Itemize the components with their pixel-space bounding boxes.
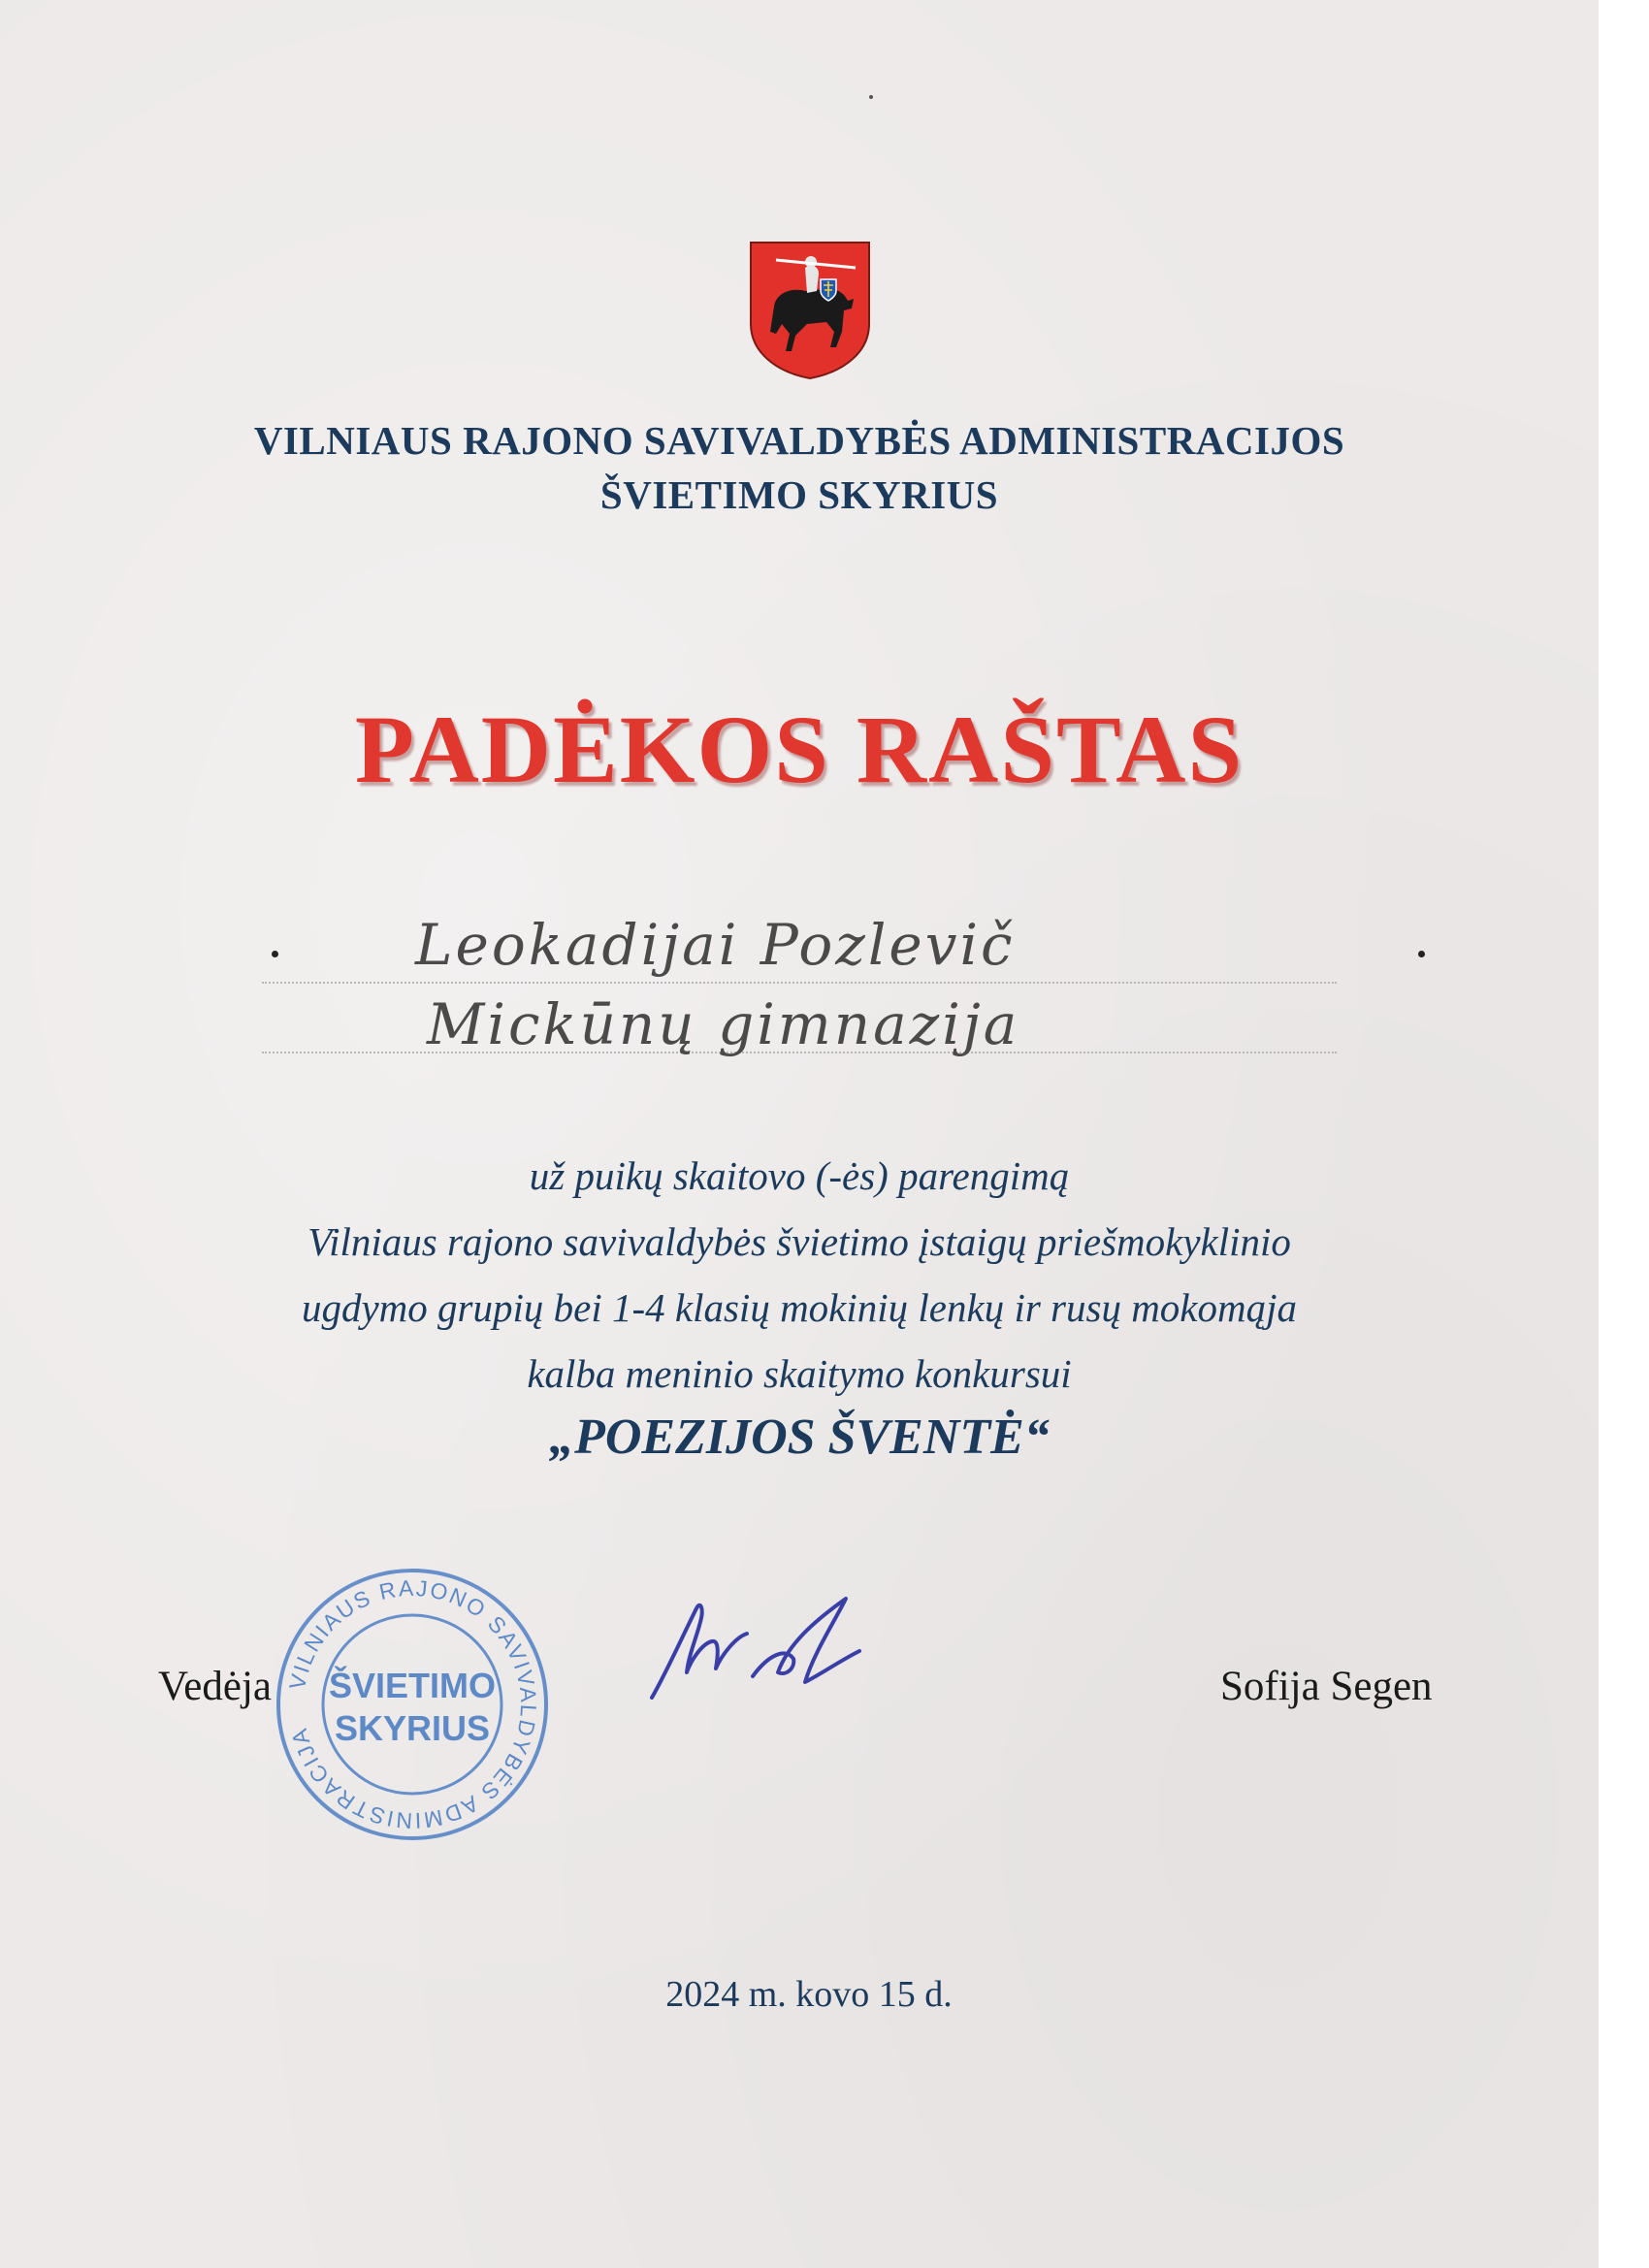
recipient-name-handwritten: Leokadijai Pozlevič [415,912,1016,978]
paper-speck [869,95,873,99]
recipient-school-handwritten: Mickūnų gimnazija [427,991,1020,1057]
stamp-ring-text: VILNIAUS RAJONO SAVIVALDYBĖS ADMINISTRACIJA [283,1574,542,1834]
department-name: ŠVIETIMO SKYRIUS [599,472,999,517]
event-name: „POEZIJOS ŠVENTĖ“ [549,1409,1050,1465]
recipient-name-line [262,982,1337,984]
official-stamp [272,1564,553,1845]
line-marker-right [1418,951,1425,957]
body-line: už puikų skaitovo (-ės) parengimą [529,1153,1070,1198]
body-line: Vilniaus rajono savivaldybės švietimo įstaigų priešmokyklinio [307,1219,1291,1264]
coat-of-arms-icon [747,239,873,380]
institution-name: VILNIAUS RAJONO SAVIVALDYBĖS ADMINISTRACIJOS [253,418,1345,463]
body-line: kalba meninio skaitymo konkursui [527,1351,1072,1396]
body-line: ugdymo grupių bei 1-4 klasių mokinių lenkų ir rusų mokomąja [301,1285,1298,1330]
stamp-center-line1: ŠVIETIMO [328,1666,497,1705]
certificate-title: PADĖKOS RAŠTAS [354,696,1245,803]
issue-date: 2024 m. kovo 15 d. [665,1974,953,2015]
line-marker-left [272,951,278,957]
scan-margin [1599,0,1649,2268]
signature-icon [640,1579,902,1715]
stamp-center-line2: SKYRIUS [334,1708,491,1748]
signatory-name: Sofija Segen [1220,1664,1433,1709]
signatory-role: Vedėja [158,1664,272,1709]
